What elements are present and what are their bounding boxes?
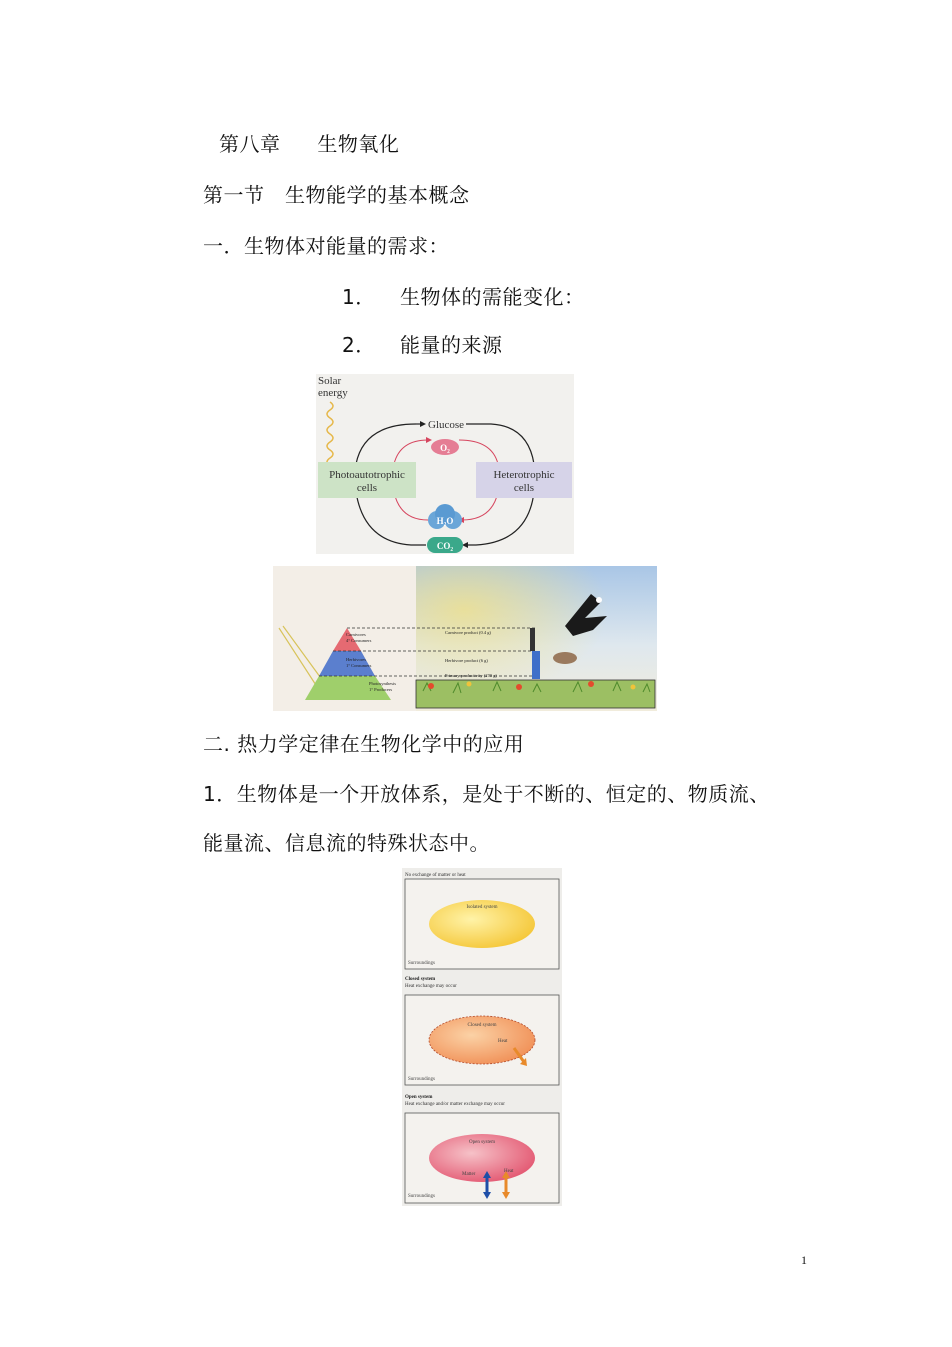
chapter-name: 生物氧化 — [317, 132, 400, 156]
product-label: Carnivore product (0.4 g) — [445, 630, 491, 635]
panel-title: Open system — [405, 1095, 433, 1100]
heat-label: Heat — [498, 1039, 508, 1044]
h2o-label: H₂O — [436, 516, 454, 526]
matter-label: Matter — [462, 1172, 476, 1177]
panel-caption: Heat exchange and/or matter exchange may occur — [405, 1102, 505, 1107]
panel-caption: Heat exchange may occur — [405, 984, 457, 989]
energy-pyramid-figure — [273, 566, 657, 711]
chapter-title — [219, 128, 399, 157]
surroundings-label: Surroundings — [408, 1194, 435, 1199]
tier-label: Herbivores — [346, 657, 366, 662]
co2-label: CO₂ — [436, 541, 454, 551]
product-label: Herbivore product (6 g) — [445, 658, 488, 663]
rabbit-icon — [553, 652, 577, 664]
photoautotrophic-label: cells — [356, 482, 378, 494]
paragraph-line: 1．生物体是一个开放体系，是处于不断的、恒定的、物质流、 — [203, 782, 770, 806]
list-item — [342, 329, 503, 358]
tier-label: 1° Consumers — [346, 663, 372, 668]
thermodynamic-systems-figure — [402, 868, 562, 1206]
energy-pyramid-diagram — [273, 566, 657, 711]
heterotrophic-label: cells — [513, 482, 535, 494]
panel-caption: No exchange of matter or heat — [405, 873, 466, 878]
part-two-heading: 二. 热力学定律在生物化学中的应用 — [203, 732, 525, 756]
photoautotrophic-label: Photoautotrophic — [329, 469, 405, 481]
system-label: Isolated system — [466, 905, 498, 910]
arrow-right-icon — [426, 437, 432, 443]
energy-cycle-figure — [316, 374, 574, 554]
heat-label: Heat — [504, 1169, 514, 1174]
product-label: Primary productivity (270 g) — [445, 673, 497, 678]
sunlight-wave-icon — [327, 402, 334, 472]
o2-label: O₂ — [440, 443, 450, 453]
section-heading: 第一节 生物能学的基本概念 — [203, 183, 470, 207]
panel-title: Closed system — [405, 977, 436, 982]
list-item-text: 生物体的需能变化： — [400, 285, 585, 309]
surroundings-label: Surroundings — [408, 1077, 435, 1082]
glucose-label: Glucose — [428, 419, 465, 431]
thermodynamic-systems-diagram — [402, 868, 562, 1206]
list-item-number: 2． — [342, 333, 376, 357]
list-item-text: 能量的来源 — [400, 333, 503, 357]
energy-cycle-diagram — [316, 374, 574, 554]
tier-label: 4° Consumers — [346, 638, 372, 643]
system-label: Open system — [469, 1140, 495, 1145]
heterotrophic-label: Heterotrophic — [493, 469, 555, 481]
list-item-number: 1． — [342, 285, 376, 309]
paragraph-line: 能量流、信息流的特殊状态中。 — [203, 831, 490, 855]
surroundings-label: Surroundings — [408, 961, 435, 966]
list-item — [342, 281, 585, 310]
system-label: Closed system — [467, 1023, 497, 1028]
tier-label: 1° Producers — [369, 687, 393, 692]
arrow-right-icon — [420, 421, 426, 427]
page-number: 1 — [801, 1253, 807, 1267]
solar-label: energy — [318, 387, 348, 399]
part-one-heading: 一．生物体对能量的需求： — [203, 234, 449, 258]
tier-label: Carnivores — [346, 632, 366, 637]
chapter-number: 第八章 — [219, 132, 281, 156]
tier-label: Photosynthesis — [369, 681, 397, 686]
solar-label: Solar — [318, 375, 342, 387]
